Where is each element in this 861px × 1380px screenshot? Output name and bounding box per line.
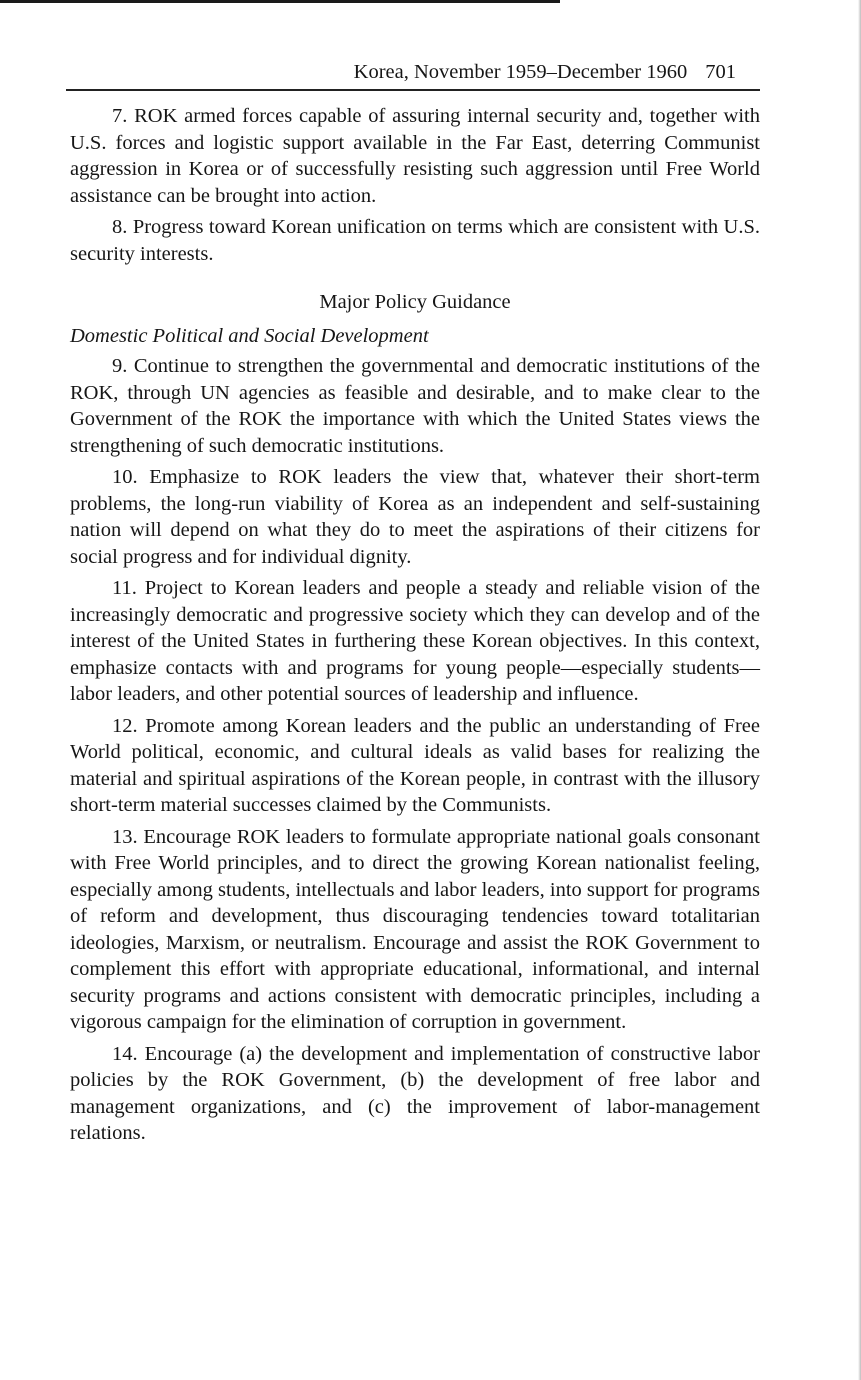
document-page — [70, 58, 760, 1152]
running-header — [66, 58, 760, 91]
paragraph-10: 10. Emphasize to ROK leaders the view that, whatever their short-term problems, the long-run viability of Korea as an independent and self-sustaining nation will depend on what they do to meet the aspirations of their citizens for social progress and for individual dignity. — [70, 466, 760, 568]
document-body — [70, 103, 760, 1147]
subsection-heading: Domestic Political and Social Development — [70, 325, 429, 347]
paragraph-9: 9. Continue to strengthen the governmental and democratic institutions of the ROK, through UN agencies as feasible and desirable, and to make clear to the Government of the ROK the importance with which the United States views the strengthening of such democratic institutions. — [70, 355, 760, 457]
paragraph-12: 12. Promote among Korean leaders and the public an understanding of Free World political, economic, and cultural ideals as valid bases for realizing the material and spiritual aspirations of the Korean people, in contrast with the illusory short-term material successes claimed by the Communists. — [70, 714, 760, 816]
paragraph-11: 11. Project to Korean leaders and people a steady and reliable vision of the increasingly democratic and progressive society which they can develop and of the interest of the United States in furthering these Korean objectives. In this context, emphasize contacts with and programs for young people—especially students—labor leaders, and other potential sources of leadership and influence. — [70, 577, 760, 705]
paragraph-7: 7. ROK armed forces capable of assuring internal security and, together with U.S. forces and logistic support available in the Far East, deterring Communist aggression in Korea or of successfully resisting such aggression until Free World assistance can be brought into action. — [70, 105, 760, 207]
section-heading: Major Policy Guidance — [319, 291, 511, 313]
paragraph-8: 8. Progress toward Korean unification on terms which are consistent with U.S. security interests. — [70, 216, 760, 265]
page-number: 701 — [705, 61, 736, 83]
running-title: Korea, November 1959–December 1960 — [353, 61, 688, 83]
scan-top-edge — [0, 0, 560, 3]
paragraph-13: 13. Encourage ROK leaders to formulate appropriate national goals consonant with Free World principles, and to direct the growing Korean nationalist feeling, especially among students, intellectuals and labor leaders, into support for programs of reform and development, thus discouraging tendencies toward totalitarian ideologies, Marxism, or neutralism. Encourage and assist the ROK Government to complement this effort with appropriate educational, informational, and internal security programs and actions consistent with democratic principles, including a vigorous campaign for the elimination of corruption in government. — [70, 825, 760, 1033]
paragraph-14: 14. Encourage (a) the development and implementation of constructive labor policies by the ROK Government, (b) the development of free labor and management organizations, and (c) the improvement of labor-management relations. — [70, 1042, 760, 1144]
